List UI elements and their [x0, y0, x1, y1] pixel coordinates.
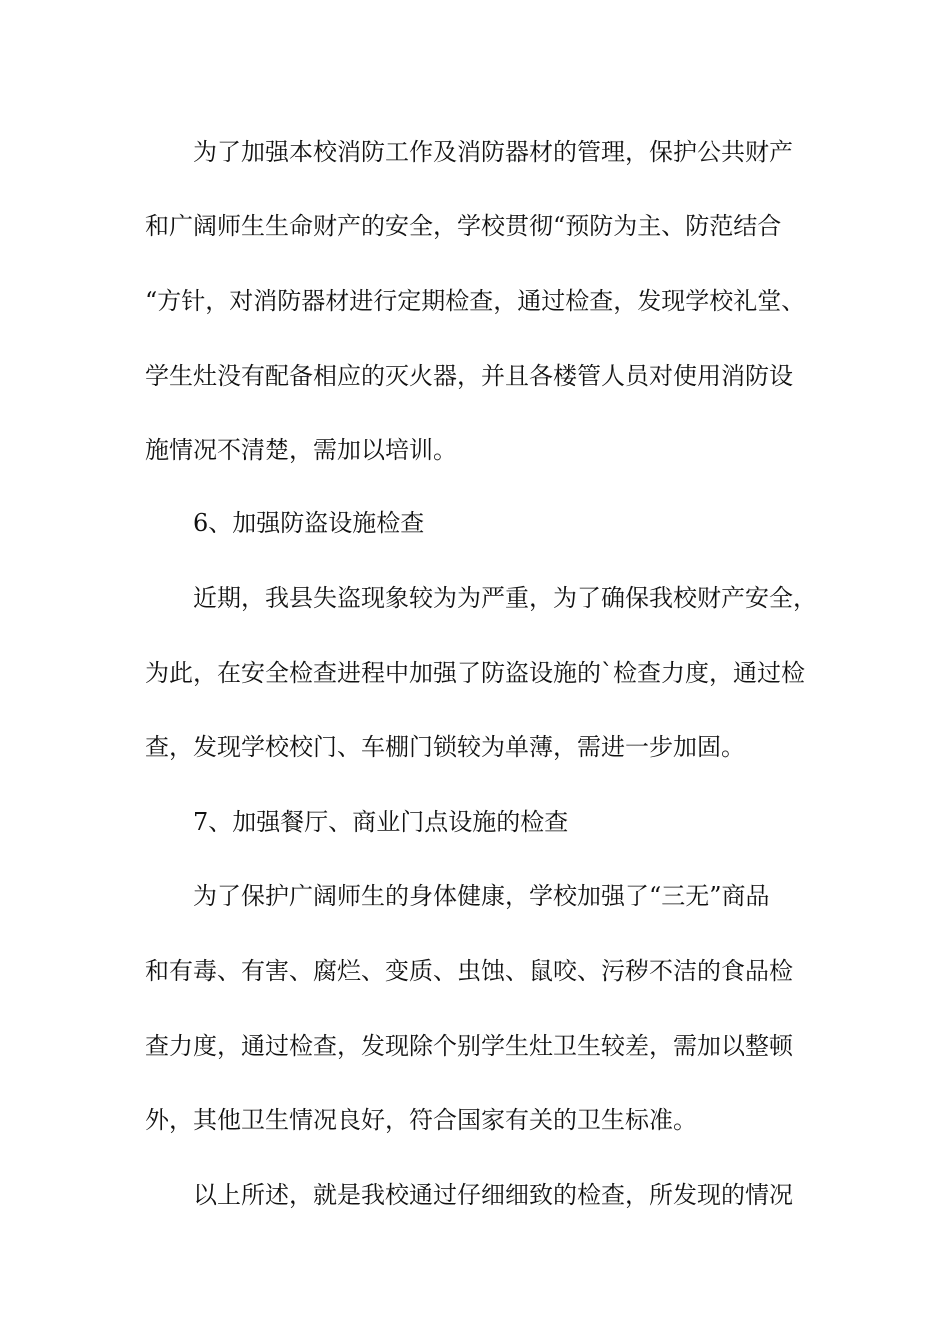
- paragraph-line: 以上所述，就是我校通过仔细细致的检查，所发现的情况: [193, 1181, 793, 1209]
- section-heading: 7、加强餐厅、商业门点设施的检查: [193, 808, 569, 836]
- section-heading: 6、加强防盗设施检查: [193, 509, 425, 537]
- paragraph-line: 施情况不清楚，需加以培训。: [145, 436, 457, 464]
- paragraph-line: “方针，对消防器材进行定期检查，通过检查，发现学校礼堂、: [145, 287, 806, 315]
- paragraph-line: 学生灶没有配备相应的灭火器，并且各楼管人员对使用消防设: [145, 362, 793, 390]
- paragraph-line: 查，发现学校校门、车棚门锁较为单薄，需进一步加固。: [145, 733, 745, 761]
- paragraph-line: 为了加强本校消防工作及消防器材的管理，保护公共财产: [193, 138, 793, 166]
- paragraph-line: 为了保护广阔师生的身体健康，学校加强了“三无”商品: [193, 882, 770, 910]
- paragraph-line: 查力度，通过检查，发现除个别学生灶卫生较差，需加以整顿: [145, 1032, 793, 1060]
- paragraph-line: 外，其他卫生情况良好，符合国家有关的卫生标准。: [145, 1106, 697, 1134]
- paragraph-line: 和广阔师生生命财产的安全，学校贯彻“预防为主、防范结合: [145, 212, 782, 240]
- paragraph-line: 近期，我县失盗现象较为为严重，为了确保我校财产安全，: [193, 584, 817, 612]
- paragraph-line: 和有毒、有害、腐烂、变质、虫蚀、鼠咬、污秽不洁的食品检: [145, 957, 793, 985]
- paragraph-line: 为此，在安全检查进程中加强了防盗设施的`检查力度，通过检: [145, 659, 805, 687]
